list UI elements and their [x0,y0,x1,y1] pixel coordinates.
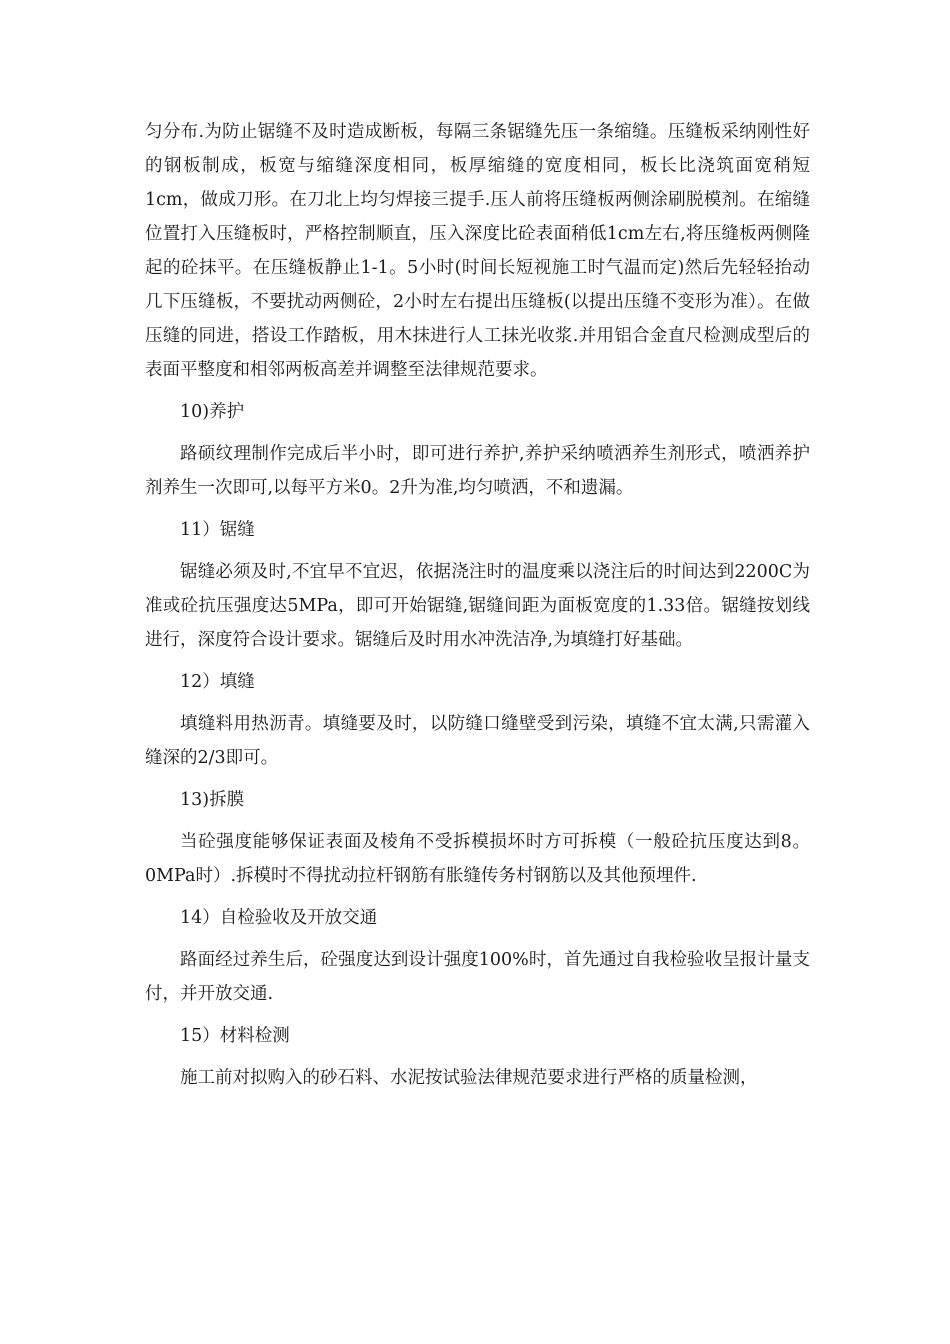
paragraph-material-testing: 施工前对拟购入的砂石料、水泥按试验法律规范要求进行严格的质量检测， [180,1068,758,1088]
paragraph-joint-filling: 填缝料用热沥青。填缝要及时，以防缝口缝壁受到污染，填缝不宜太满,只需灌入缝深的2/3即可。 [145,714,810,768]
paragraph-seam-pressing: 匀分布.为防止锯缝不及时造成断板，每隔三条锯缝先压一条缩缝。压缝板采纳刚性好的钢板制成，板宽与缩缝深度相同，板厚缩缝的宽度相同，板长比浇筑面宽稍短1cm，做成刀形。在刀北上均匀焊接三提手.压人前将压缝板两侧涂刷脱模剂。在缩缝位置打入压缝板时，严格控制顺直，压入深度比砼表面稍低1cm左右,将压缝板两侧隆起的砼抹平。在压缝板静止1-1。5小时(时间长短视施工时气温而定)然后先轻轻抬动几下压缝板，不要扰动两侧砼，2小时左右提出压缝板(以提出压缝不变形为准）。在做压缝的同进，搭设工作踏板，用木抹进行人工抹光收浆.并用铝合金直尺检测成型后的表面平整度和相邻两板高差并调整至法律规范要求。 [145,122,810,380]
paragraph-formwork-removal: 当砼强度能够保证表面及棱角不受拆模损坏时方可拆模（一般砼抗压度达到8。0MPa时）.拆模时不得扰动拉杆钢筋有胀缝传务村钢筋以及其他预埋件. [145,832,810,886]
paragraph-curing: 路硕纹理制作完成后半小时，即可进行养护,养护采纳喷洒养生剂形式，喷洒养护剂养生一次即可,以每平方米0。2升为准,均匀喷洒，不和遗漏。 [145,444,810,498]
heading-formwork-removal: 13)拆膜 [180,790,245,810]
heading-joint-filling: 12）填缝 [180,672,255,692]
heading-material-testing: 15）材料检测 [180,1026,290,1046]
document-body [145,115,810,1103]
paragraph-saw-cutting: 锯缝必须及时,不宜早不宜迟，依据浇注时的温度乘以浇注后的时间达到2200C为准或砼抗压强度达5MPa，即可开始锯缝,锯缝间距为面板宽度的1.33倍。锯缝按划线进行，深度符合设计要求。锯缝后及时用水冲洗洁净,为填缝打好基础。 [145,562,810,650]
heading-curing: 10)养护 [180,402,245,422]
heading-inspection-traffic: 14）自检验收及开放交通 [180,908,378,928]
paragraph-inspection-traffic: 路面经过养生后，砼强度达到设计强度100%时，首先通过自我检验收呈报计量支付，并开放交通. [145,950,810,1004]
heading-saw-cutting: 11）锯缝 [180,520,255,540]
